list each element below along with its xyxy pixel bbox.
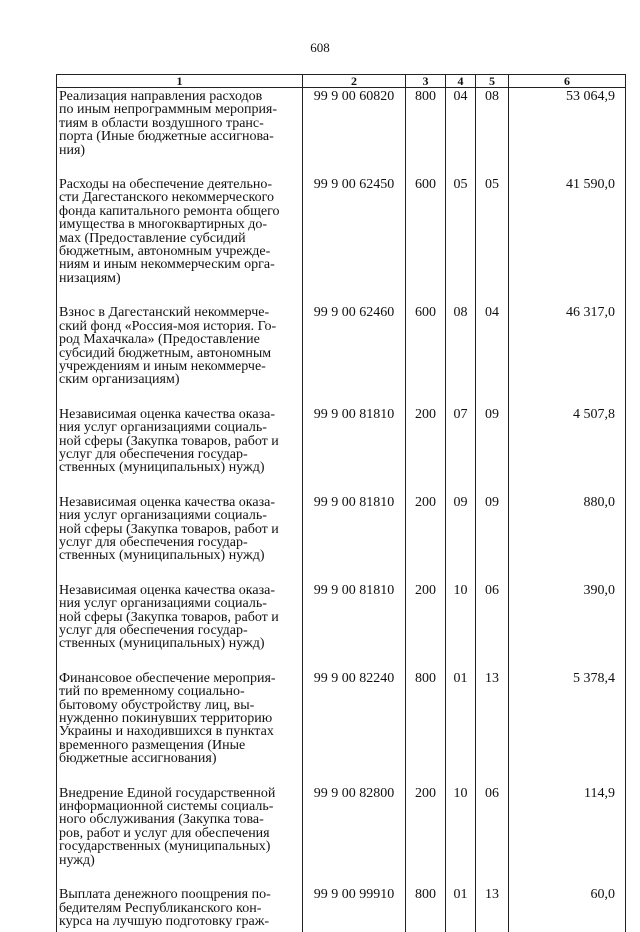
description-line: низациям) — [59, 272, 296, 285]
description-line: мах (Предоставление субсидий — [59, 232, 296, 245]
description-line: ной сферы (Закупка товаров, работ и — [59, 523, 296, 536]
description-line: тий по временному социально- — [59, 685, 296, 698]
description-line: Украины и находившихся в пунктах — [59, 725, 296, 738]
row-budget-code: 99 9 00 81810 — [303, 406, 406, 494]
row-section: 05 — [446, 176, 476, 304]
description-line: ственных (муниципальных) нужд) — [59, 461, 296, 474]
row-subsection: 09 — [476, 406, 509, 494]
row-description — [57, 886, 303, 932]
row-budget-code: 99 9 00 81810 — [303, 582, 406, 670]
row-description — [57, 582, 303, 670]
description-line: Внедрение Единой государственной — [59, 787, 296, 800]
description-line: Реализация направления расходов — [59, 90, 296, 103]
table-body — [57, 88, 626, 932]
table-row — [57, 886, 626, 932]
description-line: информационной системы социаль- — [59, 800, 296, 813]
description-line: ного обслуживания (Закупка това- — [59, 813, 296, 826]
row-budget-code: 99 9 00 81810 — [303, 494, 406, 582]
row-subsection: 08 — [476, 88, 509, 177]
description-line: государственных (муниципальных) — [59, 840, 296, 853]
description-line: бытовому обустройству лиц, вы- — [59, 699, 296, 712]
row-section: 01 — [446, 670, 476, 785]
description-line: Выплата денежного поощрения по- — [59, 888, 296, 901]
row-amount: 46 317,0 — [509, 304, 626, 405]
description-line: ственных (муниципальных) нужд) — [59, 637, 296, 650]
row-budget-code: 99 9 00 62460 — [303, 304, 406, 405]
description-line: Расходы на обеспечение деятельно- — [59, 178, 296, 191]
table-row — [57, 494, 626, 582]
description-line: временного размещения (Иные — [59, 739, 296, 752]
row-expense-type: 200 — [406, 406, 446, 494]
description-line: бюджетные ассигнования) — [59, 752, 296, 765]
table-row — [57, 88, 626, 177]
description-line: ственных (муниципальных) нужд) — [59, 549, 296, 562]
row-amount: 880,0 — [509, 494, 626, 582]
description-line: порта (Иные бюджетные ассигнова- — [59, 130, 296, 143]
description-line: нужденно покинувших территорию — [59, 712, 296, 725]
description-line: Независимая оценка качества оказа- — [59, 584, 296, 597]
description-line: Финансовое обеспечение мероприя- — [59, 672, 296, 685]
row-expense-type: 600 — [406, 304, 446, 405]
description-line: Независимая оценка качества оказа- — [59, 496, 296, 509]
row-amount: 60,0 — [509, 886, 626, 932]
row-description — [57, 785, 303, 886]
column-header-5: 5 — [476, 75, 509, 88]
row-description — [57, 176, 303, 304]
description-line: ния услуг организациями социаль- — [59, 509, 296, 522]
description-line: по иным непрограммным мероприя- — [59, 103, 296, 116]
budget-table — [56, 74, 626, 932]
row-subsection: 06 — [476, 785, 509, 886]
row-description — [57, 670, 303, 785]
description-line: Взнос в Дагестанский некоммерче- — [59, 306, 296, 319]
row-amount: 114,9 — [509, 785, 626, 886]
row-budget-code: 99 9 00 82240 — [303, 670, 406, 785]
table-row — [57, 785, 626, 886]
description-line: услуг для обеспечения государ- — [59, 536, 296, 549]
row-amount: 41 590,0 — [509, 176, 626, 304]
row-section: 08 — [446, 304, 476, 405]
row-expense-type: 200 — [406, 582, 446, 670]
row-expense-type: 200 — [406, 494, 446, 582]
row-expense-type: 200 — [406, 785, 446, 886]
description-line: фонда капитального ремонта общего — [59, 205, 296, 218]
description-line: ров, работ и услуг для обеспечения — [59, 827, 296, 840]
column-header-4: 4 — [446, 75, 476, 88]
row-section: 10 — [446, 785, 476, 886]
row-description — [57, 494, 303, 582]
description-line: курса на лучшую подготовку граж- — [59, 915, 296, 928]
table-row — [57, 670, 626, 785]
row-subsection: 04 — [476, 304, 509, 405]
description-line: ной сферы (Закупка товаров, работ и — [59, 435, 296, 448]
row-amount: 390,0 — [509, 582, 626, 670]
row-description — [57, 304, 303, 405]
row-expense-type: 800 — [406, 88, 446, 177]
description-line: субсидий бюджетным, автономным — [59, 347, 296, 360]
row-description — [57, 88, 303, 177]
row-subsection: 13 — [476, 886, 509, 932]
table-row — [57, 406, 626, 494]
description-line: ния услуг организациями социаль- — [59, 597, 296, 610]
description-line: ния) — [59, 144, 296, 157]
row-section: 10 — [446, 582, 476, 670]
row-subsection: 05 — [476, 176, 509, 304]
description-line: бюджетным, автономным учрежде- — [59, 245, 296, 258]
column-header-row — [57, 75, 626, 88]
row-section: 04 — [446, 88, 476, 177]
description-line: сти Дагестанского некоммерческого — [59, 191, 296, 204]
description-line: Независимая оценка качества оказа- — [59, 408, 296, 421]
row-budget-code: 99 9 00 82800 — [303, 785, 406, 886]
description-line: учреждениям и иным некоммерче- — [59, 360, 296, 373]
table-row — [57, 176, 626, 304]
row-expense-type: 600 — [406, 176, 446, 304]
page-number: 608 — [0, 40, 640, 56]
row-subsection: 13 — [476, 670, 509, 785]
description-line: услуг для обеспечения государ- — [59, 624, 296, 637]
row-subsection: 09 — [476, 494, 509, 582]
row-budget-code: 99 9 00 99910 — [303, 886, 406, 932]
row-section: 01 — [446, 886, 476, 932]
description-line: род Махачкала» (Предоставление — [59, 333, 296, 346]
table-row — [57, 304, 626, 405]
table-row — [57, 582, 626, 670]
row-section: 09 — [446, 494, 476, 582]
row-budget-code: 99 9 00 60820 — [303, 88, 406, 177]
description-line: бедителям Республиканского кон- — [59, 902, 296, 915]
description-line: нужд) — [59, 854, 296, 867]
row-description — [57, 406, 303, 494]
description-line: ния услуг организациями социаль- — [59, 421, 296, 434]
description-line: ниям и иным некоммерческим орга- — [59, 258, 296, 271]
column-header-6: 6 — [509, 75, 626, 88]
row-section: 07 — [446, 406, 476, 494]
row-expense-type: 800 — [406, 886, 446, 932]
description-line: тиям в области воздушного транс- — [59, 117, 296, 130]
column-header-2: 2 — [303, 75, 406, 88]
description-line: ский фонд «Россия-моя история. Го- — [59, 320, 296, 333]
column-header-1: 1 — [57, 75, 303, 88]
row-subsection: 06 — [476, 582, 509, 670]
description-line: ским организациям) — [59, 373, 296, 386]
description-line: ной сферы (Закупка товаров, работ и — [59, 611, 296, 624]
row-amount: 5 378,4 — [509, 670, 626, 785]
description-line: имущества в многоквартирных до- — [59, 218, 296, 231]
row-expense-type: 800 — [406, 670, 446, 785]
row-amount: 53 064,9 — [509, 88, 626, 177]
row-budget-code: 99 9 00 62450 — [303, 176, 406, 304]
column-header-3: 3 — [406, 75, 446, 88]
row-amount: 4 507,8 — [509, 406, 626, 494]
description-line: услуг для обеспечения государ- — [59, 448, 296, 461]
